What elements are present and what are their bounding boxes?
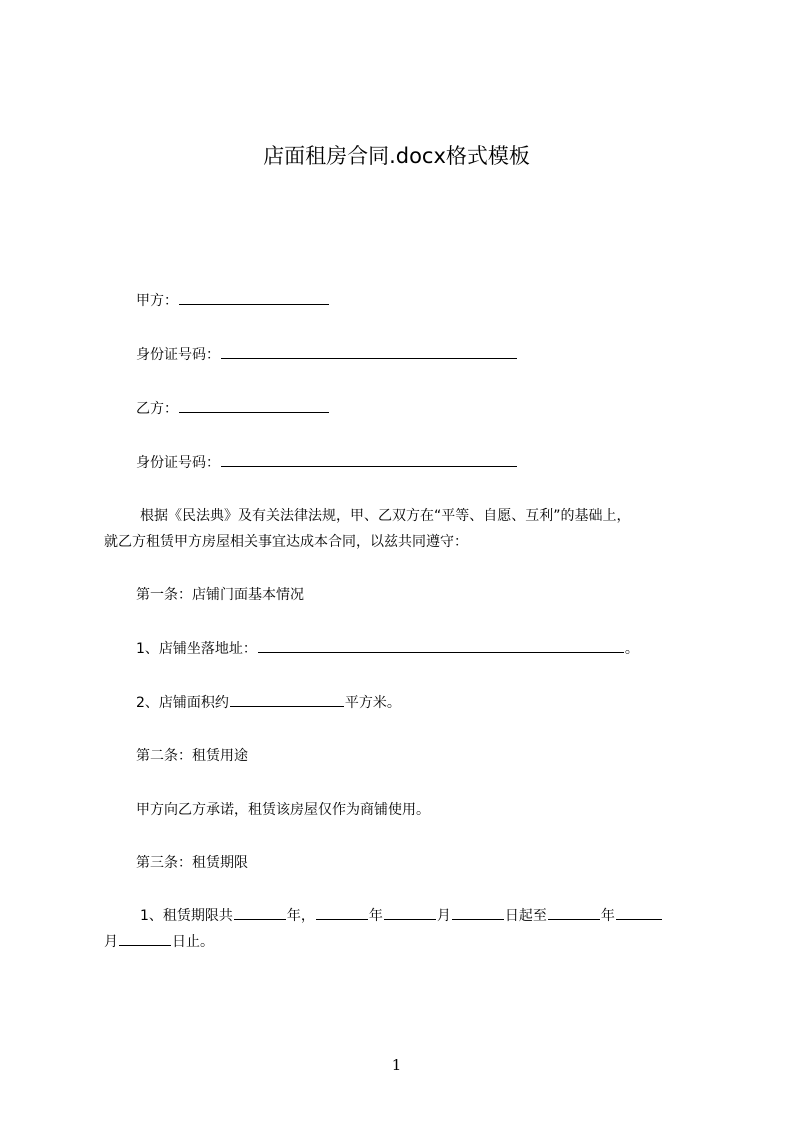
preamble-line-1: 根据《民法典》及有关法律法规，甲、乙双方在“平等、自愿、互利”的基础上， bbox=[140, 508, 631, 524]
page-number: 1 bbox=[391, 1056, 402, 1074]
start-year-blank[interactable] bbox=[316, 905, 368, 920]
shop-area-blank[interactable] bbox=[230, 692, 344, 707]
article-3-term-line-2 bbox=[104, 931, 214, 953]
article-1-item-2 bbox=[136, 692, 401, 714]
start-month-unit: 月 bbox=[436, 908, 451, 924]
shop-address-end: 。 bbox=[624, 641, 639, 657]
end-year-unit: 年 bbox=[600, 908, 615, 924]
party-b-line bbox=[136, 398, 330, 420]
party-a-name-blank[interactable] bbox=[179, 290, 329, 305]
shop-area-label: 2、店铺面积约 bbox=[136, 695, 229, 711]
article-1-item-1 bbox=[136, 638, 639, 660]
party-b-label: 乙方： bbox=[136, 401, 178, 417]
article-3-heading: 第三条：租赁期限 bbox=[136, 855, 248, 871]
end-month-unit: 月 bbox=[104, 934, 118, 950]
party-a-label: 甲方： bbox=[136, 293, 178, 309]
term-year-unit: 年 bbox=[286, 908, 301, 924]
shop-address-label: 1、店铺坐落地址： bbox=[136, 641, 257, 657]
party-a-id-blank[interactable] bbox=[221, 344, 517, 359]
party-b-name-blank[interactable] bbox=[179, 398, 329, 413]
term-years-blank[interactable] bbox=[234, 905, 286, 920]
shop-address-blank[interactable] bbox=[258, 638, 624, 653]
article-2-body: 甲方向乙方承诺，租赁该房屋仅作为商铺使用。 bbox=[136, 802, 430, 818]
article-3-term-line-1 bbox=[140, 905, 663, 927]
end-day-unit: 日止。 bbox=[172, 934, 214, 950]
end-day-blank[interactable] bbox=[119, 931, 171, 946]
party-b-id-line bbox=[136, 452, 518, 474]
end-year-blank[interactable] bbox=[548, 905, 600, 920]
term-comma: ， bbox=[300, 908, 315, 924]
start-month-blank[interactable] bbox=[384, 905, 436, 920]
start-year-unit: 年 bbox=[368, 908, 383, 924]
party-a-id-line bbox=[136, 344, 518, 366]
party-b-id-label: 身份证号码： bbox=[136, 455, 220, 471]
shop-area-unit: 平方米。 bbox=[344, 695, 401, 711]
document-title: 店面租房合同.docx格式模板 bbox=[263, 144, 530, 168]
article-1-heading: 第一条：店铺门面基本情况 bbox=[136, 587, 304, 603]
article-2-heading: 第二条：租赁用途 bbox=[136, 748, 248, 764]
party-a-id-label: 身份证号码： bbox=[136, 347, 220, 363]
start-day-unit: 日起至 bbox=[504, 908, 547, 924]
party-a-line bbox=[136, 290, 330, 312]
preamble-line-2: 就乙方租赁甲方房屋相关事宜达成本合同，以兹共同遵守： bbox=[104, 534, 468, 550]
end-month-blank[interactable] bbox=[616, 905, 662, 920]
party-b-id-blank[interactable] bbox=[221, 452, 517, 467]
start-day-blank[interactable] bbox=[452, 905, 504, 920]
term-prefix: 1、租赁期限共 bbox=[140, 908, 233, 924]
